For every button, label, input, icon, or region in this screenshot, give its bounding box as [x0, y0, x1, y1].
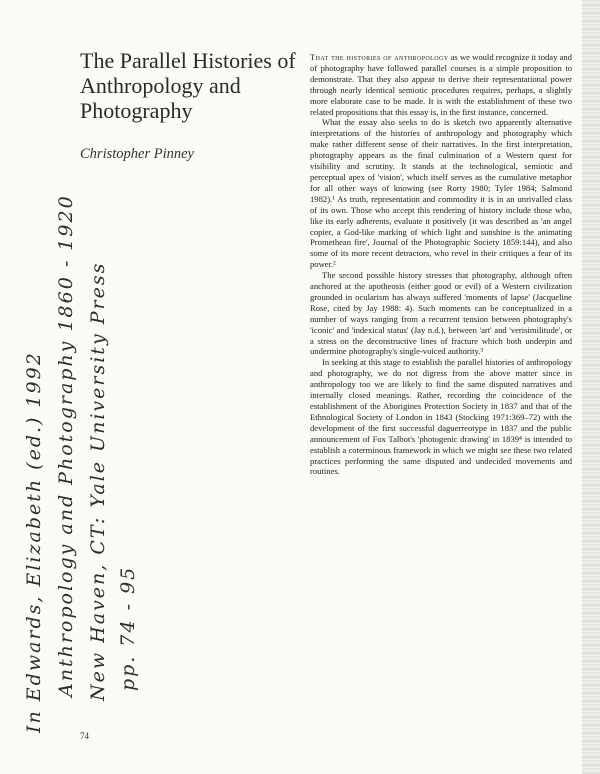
paragraph-3	[310, 270, 572, 357]
paragraph-text: as we would recognize it today and of photography have followed parallel courses is a simple proposition to demonstrate. That they also appear to derive their representational power through nearly identical semiotic procedures requires, perhaps, a slightly more elaborate case to be made. It is with the establishment of these two related propositions that this essay is, in the first instance, concerned.	[310, 52, 572, 117]
paragraph-text: What the essay also seeks to do is sketch two apparently alternative interpretations of the histories of anthropology and photography which make rather different sense of their narratives. In the first interpretation, photography appears as the final culmination of a Western quest for visibility and scrutiny. It stands at the technological, semiotic and perceptual apex of 'vision', which itself serves as the cumulative metaphor for all other ways of knowing (see Rorty 1980; Tyler 1984; Salmond 1982).¹ As truth, representation and commodity it is in an unrivalled class of its own. Those who accept this rendering of history include those who, like its early adherents, evaluate it positively (it was described as 'an angel copier, a God-like marking of which light and sunshine is the animating Promethean fire', Journal of the Photographic Society 1859:144), and also some of its more recent detractors, who revel in their critiques a fear of its power.²	[310, 117, 572, 270]
paragraph-text: The second possible history stresses that photography, although often anchored at the apotheosis (either good or evil) of a Western civilization grounded in ocularism has always suffered 'moments of lapse' (Jacqueline Rose, cited by Jay 1988: 4). Such moments can be conceptualized in a number of ways ranging from a recurrent tension between photography's 'iconic' and 'indexical status' (Jay n.d.), between 'art' and 'verisimilitude', or a stress on the deconstructive lines of fracture which both underpin and undermine photography's single-voiced authority.³	[310, 270, 572, 357]
paragraph-4	[310, 357, 572, 477]
handwritten-line-publisher: New Haven, CT: Yale University Press	[87, 261, 109, 701]
article-author: Christopher Pinney	[80, 146, 194, 162]
article-title: The Parallel Histories of Anthropology and Photography	[80, 48, 296, 123]
handwritten-line-book: Anthropology and Photography 1860 - 1920	[55, 194, 77, 697]
article-body	[310, 52, 572, 477]
handwritten-line-pages: pp. 74 - 95	[117, 565, 139, 691]
paragraph-lead: That the histories of anthropology	[310, 52, 449, 62]
handwritten-line-source: In Edwards, Elizabeth (ed.) 1992	[23, 351, 45, 733]
paragraph-2	[310, 117, 572, 270]
paragraph-text: In seeking at this stage to establish the parallel histories of anthropology and photography, we do not digress from the above matter since in anthropology too we are likely to find the same disputed narratives and internally closed meanings. Rather, recording the coincidence of the establishment of the Aborigines Protection Society in 1837 and that of the Ethnological Society of London in 1843 (Stocking 1971:369–72) with the development of the first successful daguerreotype in 1837 and the public announcement of Fox Talbot's 'photogenic drawing' in 1839⁴ is intended to establish a coterminous framework in which we might see these two related practices performing the same disputed and undecided movements and routines.	[310, 357, 572, 477]
scan-edge-shadow	[582, 0, 600, 774]
paragraph-1	[310, 52, 572, 117]
page-number: 74	[80, 731, 89, 741]
